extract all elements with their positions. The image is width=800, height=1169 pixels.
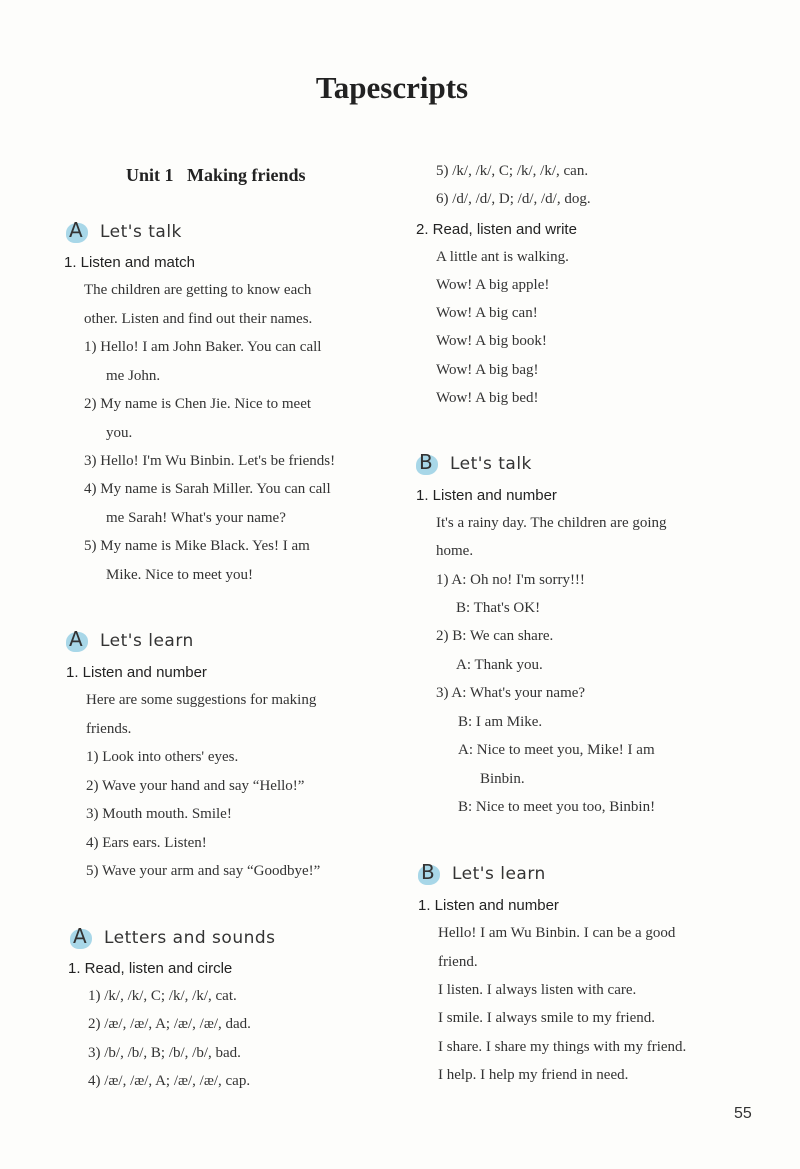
exercise-heading: 1. Read, listen and circle [68, 960, 233, 977]
exercise-heading: 1. Listen and number [418, 897, 559, 914]
text-line: I listen. I always listen with care. [438, 982, 637, 998]
section-title: Let's talk [100, 222, 182, 242]
section-badge-icon: A [66, 221, 94, 243]
text-line: The children are getting to know each [84, 282, 312, 298]
exercise-heading: 1. Listen and number [416, 487, 557, 504]
text-line: 3) A: What's your name? [436, 685, 586, 701]
text-line: B: Nice to meet you too, Binbin! [458, 799, 656, 815]
text-line: 4) Ears ears. Listen! [86, 835, 207, 851]
text-line: 2) /æ/, /æ/, A; /æ/, /æ/, dad. [88, 1016, 251, 1032]
text-line: friend. [438, 954, 478, 970]
page-number: 55 [734, 1105, 752, 1122]
section-title: Letters and sounds [104, 928, 276, 948]
text-line: you. [106, 425, 133, 441]
text-line: 2) Wave your hand and say “Hello!” [86, 778, 305, 794]
text-line: B: That's OK! [456, 600, 541, 616]
text-line: A: Thank you. [456, 657, 543, 673]
text-line: other. Listen and find out their names. [84, 311, 313, 327]
exercise-heading: 1. Listen and number [66, 664, 207, 681]
page-title: Tapescripts [315, 70, 469, 105]
text-line: A: Nice to meet you, Mike! I am [458, 742, 655, 758]
section-b-lets-learn [418, 860, 546, 888]
text-line: Wow! A big can! [436, 305, 538, 321]
text-line: 2) B: We can share. [436, 628, 554, 644]
text-line: 4) /æ/, /æ/, A; /æ/, /æ/, cap. [88, 1073, 251, 1089]
text-line: 5) Wave your arm and say “Goodbye!” [86, 863, 321, 879]
section-badge-icon: B [416, 453, 444, 475]
text-line: Wow! A big book! [436, 333, 547, 349]
text-line: Mike. Nice to meet you! [106, 567, 254, 583]
text-line: 4) My name is Sarah Miller. You can call [84, 481, 331, 497]
section-title: Let's talk [450, 454, 532, 474]
text-line: Here are some suggestions for making [86, 692, 317, 708]
text-line: 2) My name is Chen Jie. Nice to meet [84, 396, 312, 412]
text-line: 1) Look into others' eyes. [86, 749, 239, 765]
section-a-lets-talk [66, 218, 182, 246]
text-line: Wow! A big bag! [436, 362, 539, 378]
text-line: 1) Hello! I am John Baker. You can call [84, 339, 322, 355]
text-line: I help. I help my friend in need. [438, 1067, 629, 1083]
text-line: me John. [106, 368, 161, 384]
text-line: 3) /b/, /b/, B; /b/, /b/, bad. [88, 1045, 241, 1061]
text-line: A little ant is walking. [436, 249, 569, 265]
text-line: 6) /d/, /d/, D; /d/, /d/, dog. [436, 191, 591, 207]
text-line: B: I am Mike. [458, 714, 543, 730]
text-line: I smile. I always smile to my friend. [438, 1010, 656, 1026]
text-line: 3) Hello! I'm Wu Binbin. Let's be friends! [84, 453, 336, 469]
text-line: 5) /k/, /k/, C; /k/, /k/, can. [436, 163, 589, 179]
text-line: friends. [86, 721, 132, 737]
text-line: Wow! A big apple! [436, 277, 550, 293]
text-line: It's a rainy day. The children are going [436, 515, 667, 531]
section-title: Let's learn [452, 864, 546, 884]
text-line: I share. I share my things with my friend. [438, 1039, 687, 1055]
text-line: Binbin. [480, 771, 525, 787]
exercise-heading: 2. Read, listen and write [416, 221, 577, 238]
text-line: Wow! A big bed! [436, 390, 539, 406]
text-line: me Sarah! What's your name? [106, 510, 286, 526]
section-a-lets-learn [66, 627, 194, 655]
text-line: 1) A: Oh no! I'm sorry!!! [436, 572, 585, 588]
text-line: home. [436, 543, 474, 559]
text-line: Hello! I am Wu Binbin. I can be a good [438, 925, 676, 941]
section-title: Let's learn [100, 631, 194, 651]
unit-title: Unit 1 Making friends [126, 165, 306, 185]
section-badge-icon: A [66, 630, 94, 652]
exercise-heading: 1. Listen and match [64, 254, 195, 271]
section-a-letters-and-sounds [70, 924, 276, 952]
text-line: 5) My name is Mike Black. Yes! I am [84, 538, 310, 554]
text-line: 3) Mouth mouth. Smile! [86, 806, 232, 822]
text-line: 1) /k/, /k/, C; /k/, /k/, cat. [88, 988, 237, 1004]
section-b-lets-talk [416, 450, 532, 478]
section-badge-icon: B [418, 863, 446, 885]
section-badge-icon: A [70, 927, 98, 949]
